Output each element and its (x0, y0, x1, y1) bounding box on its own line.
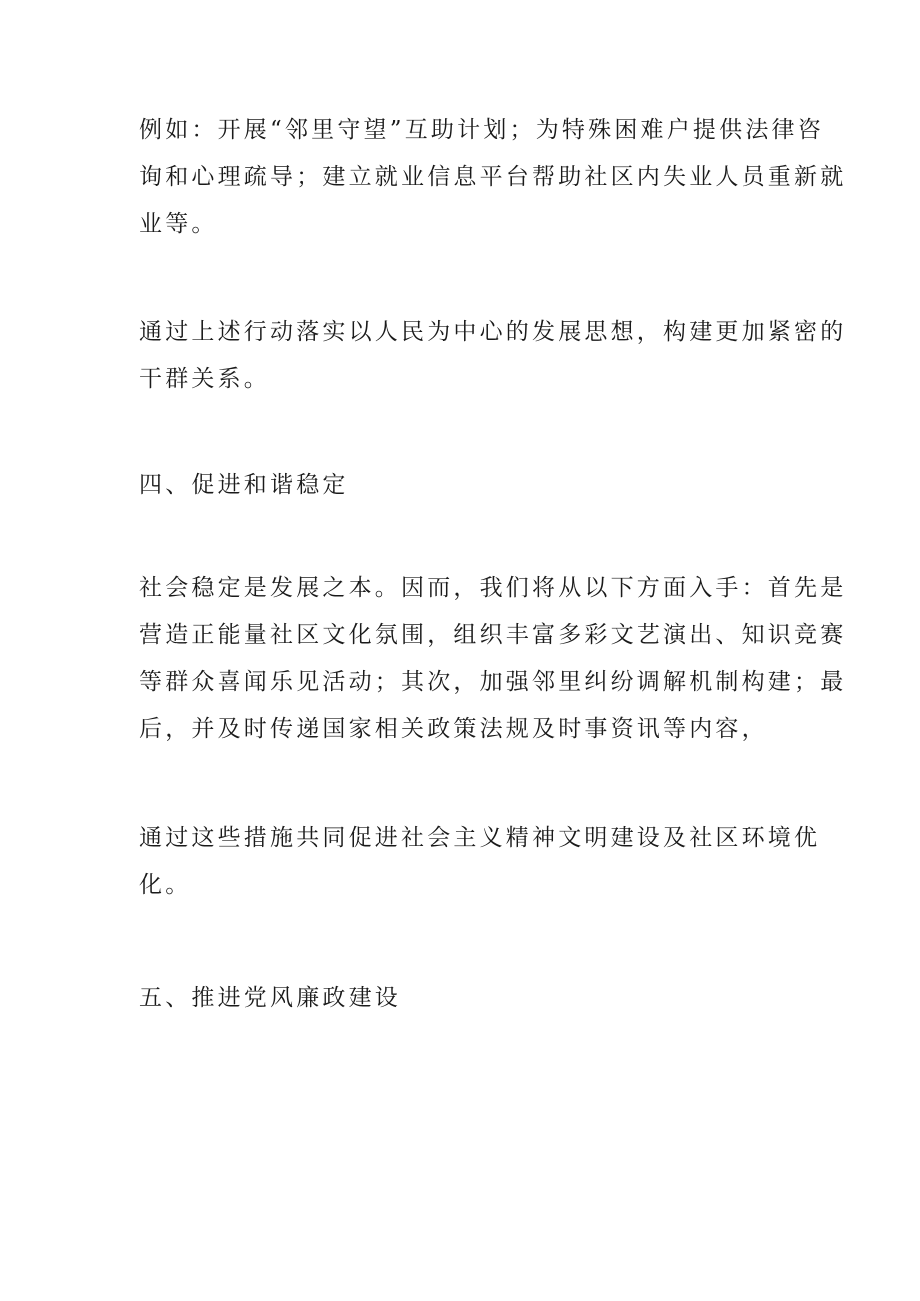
paragraph-social-stability (139, 565, 847, 753)
paragraph-mutual-aid (139, 107, 847, 248)
section-heading-harmony: 四、促进和谐稳定 (139, 472, 349, 498)
text-line: 后，并及时传递国家相关政策法规及时事资讯等内容， (139, 716, 768, 742)
text-line: 询和心理疏导；建立就业信息平台帮助社区内失业人员重新就 (139, 164, 847, 190)
text-line: 干群关系。 (139, 366, 270, 392)
paragraph-people-centered (139, 309, 847, 403)
text-line: 营造正能量社区文化氛围，组织丰富多彩文艺演出、知识竞赛 (139, 622, 847, 648)
text-line: 例如：开展“邻里守望”互助计划；为特殊困难户提供法律咨 (139, 117, 824, 143)
text-line: 社会稳定是发展之本。因而，我们将从以下方面入手：首先是 (139, 575, 847, 601)
text-line: 化。 (139, 872, 192, 898)
text-line: 业等。 (139, 211, 218, 237)
text-line: 通过上述行动落实以人民为中心的发展思想，构建更加紧密的 (139, 319, 847, 345)
text-line: 通过这些措施共同促进社会主义精神文明建设及社区环境优 (139, 825, 821, 851)
paragraph-civilization (139, 815, 821, 909)
text-line: 等群众喜闻乐见活动；其次，加强邻里纠纷调解机制构建；最 (139, 669, 847, 695)
section-heading-integrity: 五、推进党风廉政建设 (139, 985, 401, 1011)
